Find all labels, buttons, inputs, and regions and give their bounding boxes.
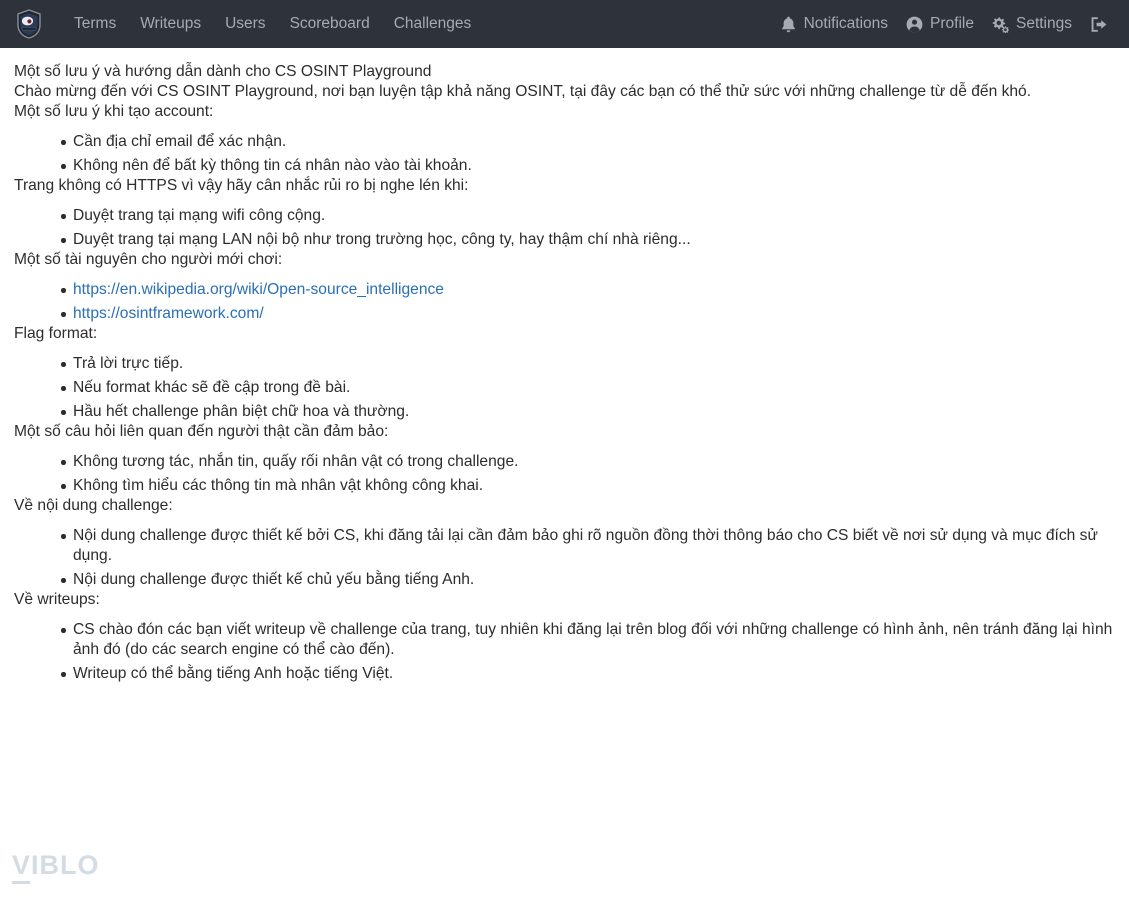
flag-format-list — [14, 354, 1115, 422]
nav-link-scoreboard[interactable]: Scoreboard — [289, 15, 370, 33]
list-item: Trả lời trực tiếp. — [61, 354, 1115, 374]
challenge-content-heading: Về nội dung challenge: — [14, 497, 173, 514]
real-person-list — [14, 452, 1115, 496]
resource-link-wikipedia[interactable]: https://en.wikipedia.org/wiki/Open-source_intelligence — [73, 281, 444, 298]
nav-link-challenges[interactable]: Challenges — [393, 15, 472, 33]
list-item: Writeup có thể bằng tiếng Anh hoặc tiếng Việt. — [61, 664, 1115, 684]
sign-out-button[interactable] — [1081, 7, 1117, 41]
welcome-paragraph: Chào mừng đến với CS OSINT Playground, nơi bạn luyện tập khả năng OSINT, tại đây các bạn có thể thử sức với những challenge từ dễ đến khó. — [14, 83, 1032, 100]
https-warning-heading: Trang không có HTTPS vì vậy hãy cân nhắc rủi ro bị nghe lén khi: — [14, 177, 469, 194]
account-notes-list — [14, 132, 1115, 176]
list-item: CS chào đón các bạn viết writeup về challenge của trang, tuy nhiên khi đăng lại trên blog đối với những challenge có hình ảnh, nên tránh đăng lại hình ảnh đó (do các search engine có thể cào đến). — [61, 620, 1115, 660]
shield-logo-icon[interactable] — [14, 8, 44, 40]
user-circle-icon — [906, 16, 923, 33]
writeups-heading: Về writeups: — [14, 591, 100, 608]
https-warning-list — [14, 206, 1115, 250]
list-item: Duyệt trang tại mạng LAN nội bộ như trong trường học, công ty, hay thậm chí nhà riêng... — [61, 230, 1115, 250]
list-item: Duyệt trang tại mạng wifi công cộng. — [61, 206, 1115, 226]
nav-link-profile[interactable] — [897, 8, 983, 41]
nav-link-settings[interactable] — [983, 8, 1081, 41]
writeups-list — [14, 620, 1115, 684]
list-item: Không nên để bất kỳ thông tin cá nhân nào vào tài khoản. — [61, 156, 1115, 176]
resources-list — [14, 280, 1115, 324]
list-item: Không tương tác, nhắn tin, quấy rối nhân vật có trong challenge. — [61, 452, 1115, 472]
viblo-watermark-text: VIBLO — [12, 850, 100, 880]
nav-link-terms[interactable]: Terms — [74, 15, 117, 33]
nav-link-writeups[interactable]: Writeups — [140, 15, 202, 33]
list-item: Nếu format khác sẽ đề cập trong đề bài. — [61, 378, 1115, 398]
list-item: Hầu hết challenge phân biệt chữ hoa và thường. — [61, 402, 1115, 422]
account-notes-heading: Một số lưu ý khi tạo account: — [14, 103, 214, 120]
nav-link-notifications-label: Notifications — [803, 15, 889, 33]
resource-link-osintframework[interactable]: https://osintframework.com/ — [73, 305, 264, 322]
nav-link-users[interactable]: Users — [225, 15, 266, 33]
list-item — [61, 280, 1115, 300]
list-item: Nội dung challenge được thiết kế bởi CS, khi đăng tải lại cần đảm bảo ghi rõ nguồn đồng thời thông báo cho CS biết về nơi sử dụng và mục đích sử dụng. — [61, 526, 1115, 566]
resources-heading: Một số tài nguyên cho người mới chơi: — [14, 251, 283, 268]
navbar-right-group — [771, 7, 1117, 41]
list-item: Nội dung challenge được thiết kế chủ yếu bằng tiếng Anh. — [61, 570, 1115, 590]
challenge-content-list — [14, 526, 1115, 590]
bell-icon — [780, 16, 797, 33]
navbar-left-group — [14, 8, 483, 40]
gears-icon — [992, 16, 1009, 33]
sign-out-icon — [1090, 15, 1108, 33]
list-item — [61, 304, 1115, 324]
terms-content — [0, 62, 1129, 684]
viblo-watermark — [12, 852, 100, 884]
viblo-watermark-underline — [12, 881, 30, 884]
nav-link-notifications[interactable] — [771, 8, 897, 41]
nav-link-settings-label: Settings — [1015, 15, 1072, 33]
page-title-paragraph: Một số lưu ý và hướng dẫn dành cho CS OSINT Playground — [14, 63, 432, 80]
list-item: Cần địa chỉ email để xác nhận. — [61, 132, 1115, 152]
real-person-heading: Một số câu hỏi liên quan đến người thật cần đảm bảo: — [14, 423, 389, 440]
nav-link-profile-label: Profile — [930, 15, 974, 33]
list-item: Không tìm hiểu các thông tin mà nhân vật không công khai. — [61, 476, 1115, 496]
flag-format-heading: Flag format: — [14, 325, 98, 342]
top-navigation-bar — [0, 0, 1129, 48]
